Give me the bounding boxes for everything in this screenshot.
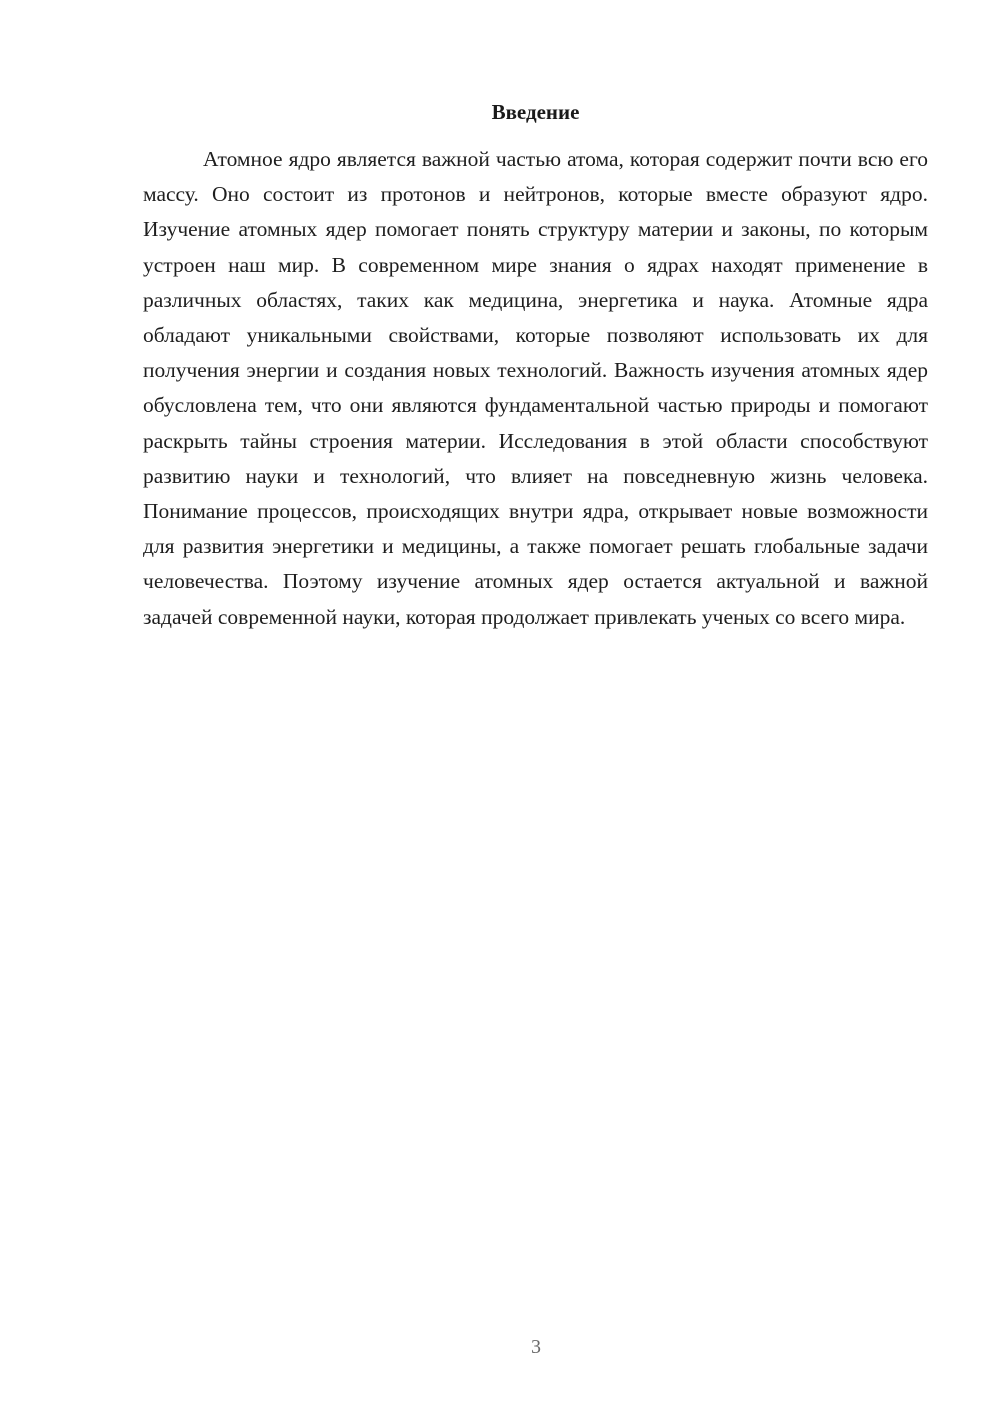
body-paragraph: Атомное ядро является важной частью атома, которая содержит почти всю его массу. Оно состоит из протонов и нейтронов, которые вместе образуют ядро. Изучение атомных ядер помогает понять структуру материи и законы, по которым устроен наш мир. В современном мире знания о ядрах находят применение в различных областях, таких как медицина, энергетика и наука. Атомные ядра обладают уникальными свойствами, которые позволяют использовать их для получения энергии и создания новых технологий. Важность изучения атомных ядер обусловлена тем, что они являются фундаментальной частью природы и помогают раскрыть тайны строения материи. Исследования в этой области способствуют развитию науки и технологий, что влияет на повседневную жизнь человека. Понимание процессов, происходящих внутри ядра, открывает новые возможности для развития энергетики и медицины, а также помогает решать глобальные задачи человечества. Поэтому изучение атомных ядер остается актуальной и важной задачей современной науки, которая продолжает привлекать ученых со всего мира. [143,147,928,629]
page-number: 3 [531,1336,541,1358]
section-heading: Введение [491,100,580,124]
